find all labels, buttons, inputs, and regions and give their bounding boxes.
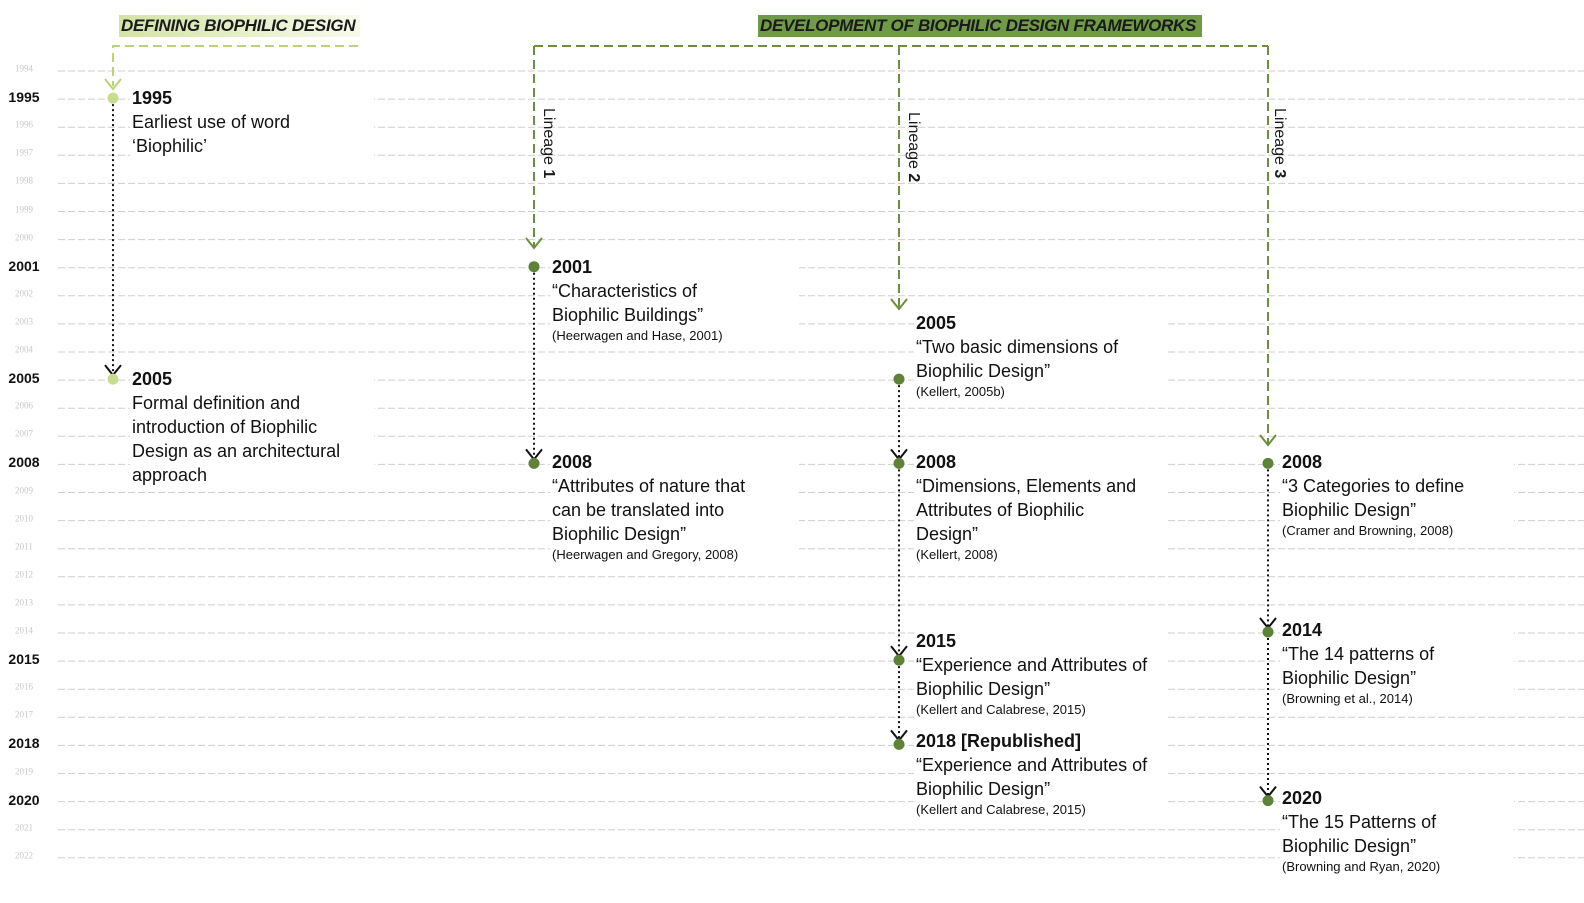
event-2005-formal-definition [130,367,374,490]
event-2001-characteristics [550,255,799,348]
year-label-2021: 2021 [15,822,33,833]
bracket-defining [113,46,358,86]
year-label-2010: 2010 [15,513,33,524]
lineage1-dot-1 [529,458,540,469]
year-label-2006: 2006 [15,400,33,411]
year-label-2017: 2017 [15,709,33,720]
event-2020-fifteen-patterns [1280,786,1514,879]
event-text: “Attributes of nature that can be translated into Biophilic Design” [552,476,746,544]
year-label-2001: 2001 [8,257,40,274]
year-label-1996: 1996 [15,119,33,130]
event-year: 1995 [132,88,173,108]
year-label-2004: 2004 [15,344,33,355]
year-label-2016: 2016 [15,681,33,692]
defining-dot-0 [108,93,119,104]
event-text: “Experience and Attributes of Biophilic Design” [916,755,1148,799]
lineage2-dot-0 [894,374,905,385]
event-year: 2005 [916,313,957,333]
year-label-2015: 2015 [8,651,40,668]
lineage-label-2 [905,112,921,182]
year-label-1999: 1999 [15,204,33,214]
event-text: “The 15 Patterns of Biophilic Design” [1282,812,1437,856]
event-1995-biophilic-word [130,86,374,161]
year-label-2007: 2007 [15,428,33,439]
year-label-2018: 2018 [8,735,40,752]
year-label-2009: 2009 [15,485,33,495]
event-2018-republished [914,729,1168,822]
year-label-2008: 2008 [8,454,40,471]
year-label-2002: 2002 [15,288,33,299]
lineage2-dot-2 [894,655,905,666]
event-text: “3 Categories to define Biophilic Design” [1282,476,1465,520]
event-year: 2008 [916,452,957,472]
year-label-2003: 2003 [15,316,33,327]
lineage1-dot-0 [529,261,540,272]
lineage-number: 1 [540,169,557,179]
lineage2-dot-3 [894,739,905,750]
event-text: “Characteristics of Biophilic Buildings” [552,281,704,325]
event-citation: (Heerwagen and Gregory, 2008) [552,547,739,562]
event-text: Earliest use of word ‘Biophilic’ [132,112,291,156]
event-text: “Experience and Attributes of Biophilic Design” [916,655,1148,699]
event-2008-attributes-of-nature [550,450,799,567]
event-text: “The 14 patterns of Biophilic Design” [1282,644,1435,688]
event-text: Formal definition and introduction of Biophilic Design as an architectural approach [132,393,341,485]
lineage-label-1 [540,108,556,178]
event-citation: (Kellert, 2005b) [916,384,1005,399]
section-header-development: DEVELOPMENT OF BIOPHILIC DESIGN FRAMEWORKS [758,15,1202,37]
event-year: 2020 [1282,788,1323,808]
year-label-2022: 2022 [15,850,33,861]
year-label-2012: 2012 [15,569,33,580]
lineage2-dot-1 [894,458,905,469]
lineage3-dot-0 [1263,458,1274,469]
lineage-name: Lineage [1271,108,1288,170]
lineage-number: 2 [905,173,922,183]
event-year: 2014 [1282,620,1323,640]
event-2005-two-dimensions [914,311,1168,404]
year-label-1994: 1994 [15,63,33,74]
year-label-2011: 2011 [15,541,33,552]
event-text: “Two basic dimensions of Biophilic Design” [916,337,1119,381]
lineage-name: Lineage [540,108,557,170]
year-label-2019: 2019 [15,766,33,776]
event-year: 2008 [552,452,593,472]
event-citation: (Cramer and Browning, 2008) [1282,523,1454,538]
year-label-2014: 2014 [15,625,33,636]
event-citation: (Kellert and Calabrese, 2015) [916,802,1086,817]
event-year: 2005 [132,369,173,389]
event-year: 2015 [916,631,957,651]
event-2008-three-categories [1280,450,1514,543]
event-citation: (Heerwagen and Hase, 2001) [552,328,723,343]
event-citation: (Kellert and Calabrese, 2015) [916,702,1086,717]
year-label-2000: 2000 [15,232,33,243]
lineage-name: Lineage [905,112,922,174]
event-2014-fourteen-patterns [1280,618,1514,711]
event-year: 2001 [552,257,593,277]
year-label-2005: 2005 [8,370,40,387]
year-label-2020: 2020 [8,791,40,808]
lineage-label-3 [1271,108,1287,178]
section-header-defining: DEFINING BIOPHILIC DESIGN [119,15,360,37]
lineage3-dot-1 [1263,627,1274,638]
event-citation: (Kellert, 2008) [916,547,998,562]
event-year: 2008 [1282,452,1323,472]
event-2015-experience-attributes [914,629,1168,722]
year-label-1995: 1995 [8,89,40,106]
event-text: “Dimensions, Elements and Attributes of Biophilic Design” [916,476,1137,544]
lineage3-dot-2 [1263,795,1274,806]
event-citation: (Browning and Ryan, 2020) [1282,859,1441,874]
lineage-number: 3 [1271,169,1288,179]
defining-dot-1 [108,374,119,385]
event-year: 2018 [Republished] [916,731,1082,751]
year-label-1997: 1997 [15,147,33,158]
year-label-2013: 2013 [15,597,33,608]
event-citation: (Browning et al., 2014) [1282,691,1413,706]
event-2008-dimensions-elements [914,450,1168,567]
year-label-1998: 1998 [15,175,33,186]
